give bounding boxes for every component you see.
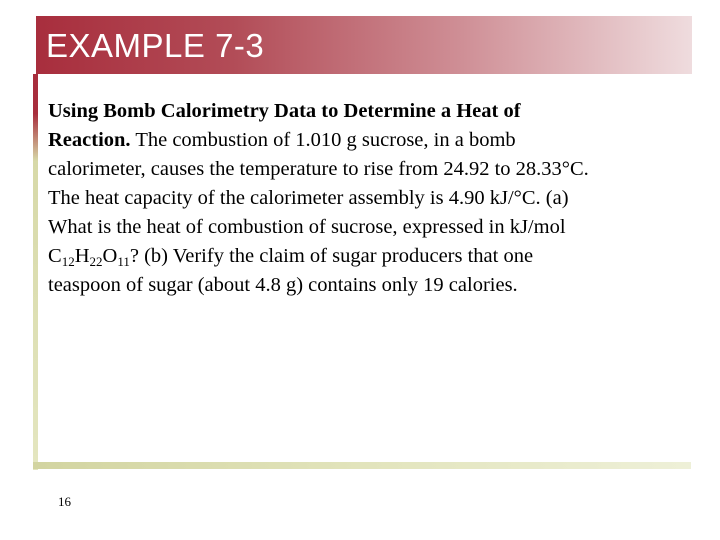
problem-heading-line2: Reaction. [48,129,131,151]
sucrose-formula [48,245,130,267]
formula-oxygen-count: 11 [117,254,130,269]
problem-line7: teaspoon of sugar (about 4.8 g) contains only 19 calories. [48,274,518,296]
problem-heading-line1: Using Bomb Calorimetry Data to Determine a Heat of [48,100,521,122]
problem-line3: calorimeter, causes the temperature to rise from 24.92 to 28.33°C. [48,158,589,180]
page-number: 16 [58,494,71,509]
problem-line6: ? (b) Verify the claim of sugar producers that one [129,245,534,267]
formula-oxygen: O [102,245,118,267]
problem-line4: The heat capacity of the calorimeter assembly is 4.90 kJ/°C. (a) [48,187,569,209]
formula-carbon-count: 12 [61,254,75,269]
problem-line2-text: The combustion of 1.010 g sucrose, in a bomb [130,129,516,151]
left-accent-rule [33,74,38,470]
formula-hydrogen: H [74,245,90,267]
problem-line5: What is the heat of combustion of sucrose, expressed in kJ/mol [48,216,566,238]
slide-title: EXAMPLE 7-3 [46,27,265,64]
bottom-accent-rule [33,462,691,469]
problem-text [48,97,688,300]
formula-carbon: C [48,245,62,267]
formula-hydrogen-count: 22 [89,254,103,269]
